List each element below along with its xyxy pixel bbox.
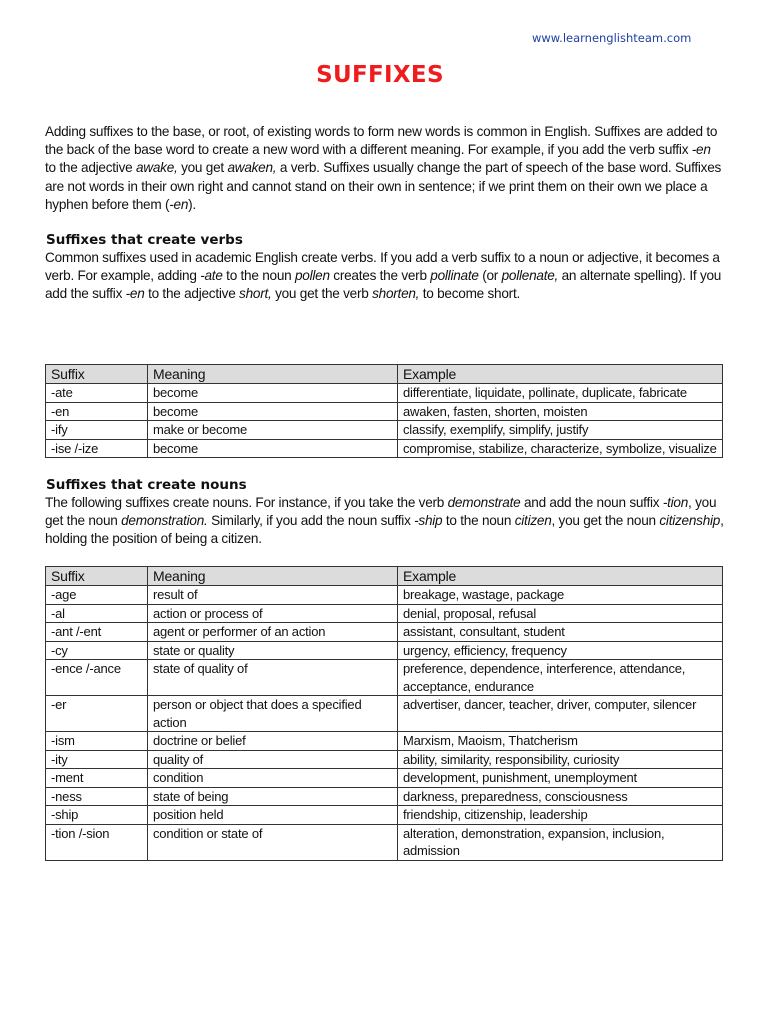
suffix-cell: -age (46, 586, 148, 605)
meaning-cell: become (148, 384, 398, 403)
table-row (46, 402, 723, 421)
table-row (46, 787, 723, 806)
example-cell: assistant, consultant, student (398, 623, 723, 642)
nouns-paragraph: The following suffixes create nouns. For instance, if you take the verb demonstrate and add the noun suffix -tion, you get the noun demonstration. Similarly, if you add the noun suffix -ship to the noun citizen, you get the noun citizenship, holding the position of being a citizen. (45, 495, 724, 547)
example-cell: differentiate, liquidate, pollinate, duplicate, fabricate (398, 384, 723, 403)
table-row (46, 384, 723, 403)
suffix-cell: -ism (46, 732, 148, 751)
suffix-cell: -ate (46, 384, 148, 403)
example-cell: friendship, citizenship, leadership (398, 806, 723, 825)
meaning-cell: action or process of (148, 604, 398, 623)
table-row (46, 623, 723, 642)
meaning-cell: quality of (148, 750, 398, 769)
column-header-example: Example (398, 567, 723, 586)
verbs-paragraph: Common suffixes used in academic English create verbs. If you add a verb suffix to a noun or adjective, it becomes a verb. For example, adding -ate to the noun pollen creates the verb pollinate (or pollenate, an alternate spelling). If you add the suffix -en to the adjective short, you get the verb shorten, to become short. (45, 250, 722, 302)
suffix-cell: -er (46, 696, 148, 732)
suffix-cell: -en (46, 402, 148, 421)
table-row (46, 439, 723, 458)
suffix-cell: -ness (46, 787, 148, 806)
example-cell: darkness, preparedness, consciousness (398, 787, 723, 806)
table-header-row (46, 365, 723, 384)
suffix-cell: -al (46, 604, 148, 623)
meaning-cell: become (148, 439, 398, 458)
table-row (46, 586, 723, 605)
nouns-heading: Suffixes that create nouns (46, 477, 247, 493)
suffix-cell: -tion /-sion (46, 824, 148, 860)
column-header-meaning: Meaning (148, 365, 398, 384)
example-cell: development, punishment, unemployment (398, 769, 723, 788)
table-row (46, 660, 723, 696)
meaning-cell: become (148, 402, 398, 421)
table-row (46, 824, 723, 860)
meaning-cell: state of being (148, 787, 398, 806)
example-cell: urgency, efficiency, frequency (398, 641, 723, 660)
meaning-cell: make or become (148, 421, 398, 440)
suffix-cell: -cy (46, 641, 148, 660)
table-row (46, 750, 723, 769)
example-cell: classify, exemplify, simplify, justify (398, 421, 723, 440)
column-header-meaning: Meaning (148, 567, 398, 586)
noun-suffix-table (45, 566, 723, 861)
suffix-cell: -ity (46, 750, 148, 769)
intro-paragraph: Adding suffixes to the base, or root, of existing words to form new words is common in English. Suffixes are added to the back of the base word to create a new word with a different meaning. For example, if you add the verb suffix -en to the adjective awake, you get awaken, a verb. Suffixes usually change the part of speech of the base word. Suffixes are not words in their own right and cannot stand on their own in sentence; if we print them on their own we place a hyphen before them (-en). (45, 124, 722, 212)
example-cell: compromise, stabilize, characterize, symbolize, visualize (398, 439, 723, 458)
suffix-cell: -ise /-ize (46, 439, 148, 458)
site-url[interactable]: www.learnenglishteam.com (532, 31, 692, 45)
example-cell: advertiser, dancer, teacher, driver, computer, silencer (398, 696, 723, 732)
example-cell: Marxism, Maoism, Thatcherism (398, 732, 723, 751)
table-row (46, 604, 723, 623)
verbs-heading: Suffixes that create verbs (46, 232, 243, 248)
suffix-cell: -ence /-ance (46, 660, 148, 696)
example-cell: ability, similarity, responsibility, curiosity (398, 750, 723, 769)
column-header-example: Example (398, 365, 723, 384)
table-row (46, 696, 723, 732)
meaning-cell: state or quality (148, 641, 398, 660)
meaning-cell: person or object that does a specified action (148, 696, 398, 732)
suffix-cell: -ship (46, 806, 148, 825)
example-cell: preference, dependence, interference, attendance, acceptance, endurance (398, 660, 723, 696)
meaning-cell: agent or performer of an action (148, 623, 398, 642)
suffix-cell: -ify (46, 421, 148, 440)
meaning-cell: condition or state of (148, 824, 398, 860)
meaning-cell: result of (148, 586, 398, 605)
table-header-row (46, 567, 723, 586)
table-row (46, 732, 723, 751)
example-cell: alteration, demonstration, expansion, inclusion, admission (398, 824, 723, 860)
verb-suffix-table (45, 364, 723, 458)
example-cell: awaken, fasten, shorten, moisten (398, 402, 723, 421)
column-header-suffix: Suffix (46, 365, 148, 384)
example-cell: breakage, wastage, package (398, 586, 723, 605)
suffix-cell: -ant /-ent (46, 623, 148, 642)
table-row (46, 641, 723, 660)
meaning-cell: condition (148, 769, 398, 788)
table-row (46, 769, 723, 788)
page-title: SUFFIXES (316, 62, 444, 88)
example-cell: denial, proposal, refusal (398, 604, 723, 623)
table-row (46, 421, 723, 440)
meaning-cell: doctrine or belief (148, 732, 398, 751)
suffix-cell: -ment (46, 769, 148, 788)
meaning-cell: state of quality of (148, 660, 398, 696)
table-row (46, 806, 723, 825)
column-header-suffix: Suffix (46, 567, 148, 586)
meaning-cell: position held (148, 806, 398, 825)
